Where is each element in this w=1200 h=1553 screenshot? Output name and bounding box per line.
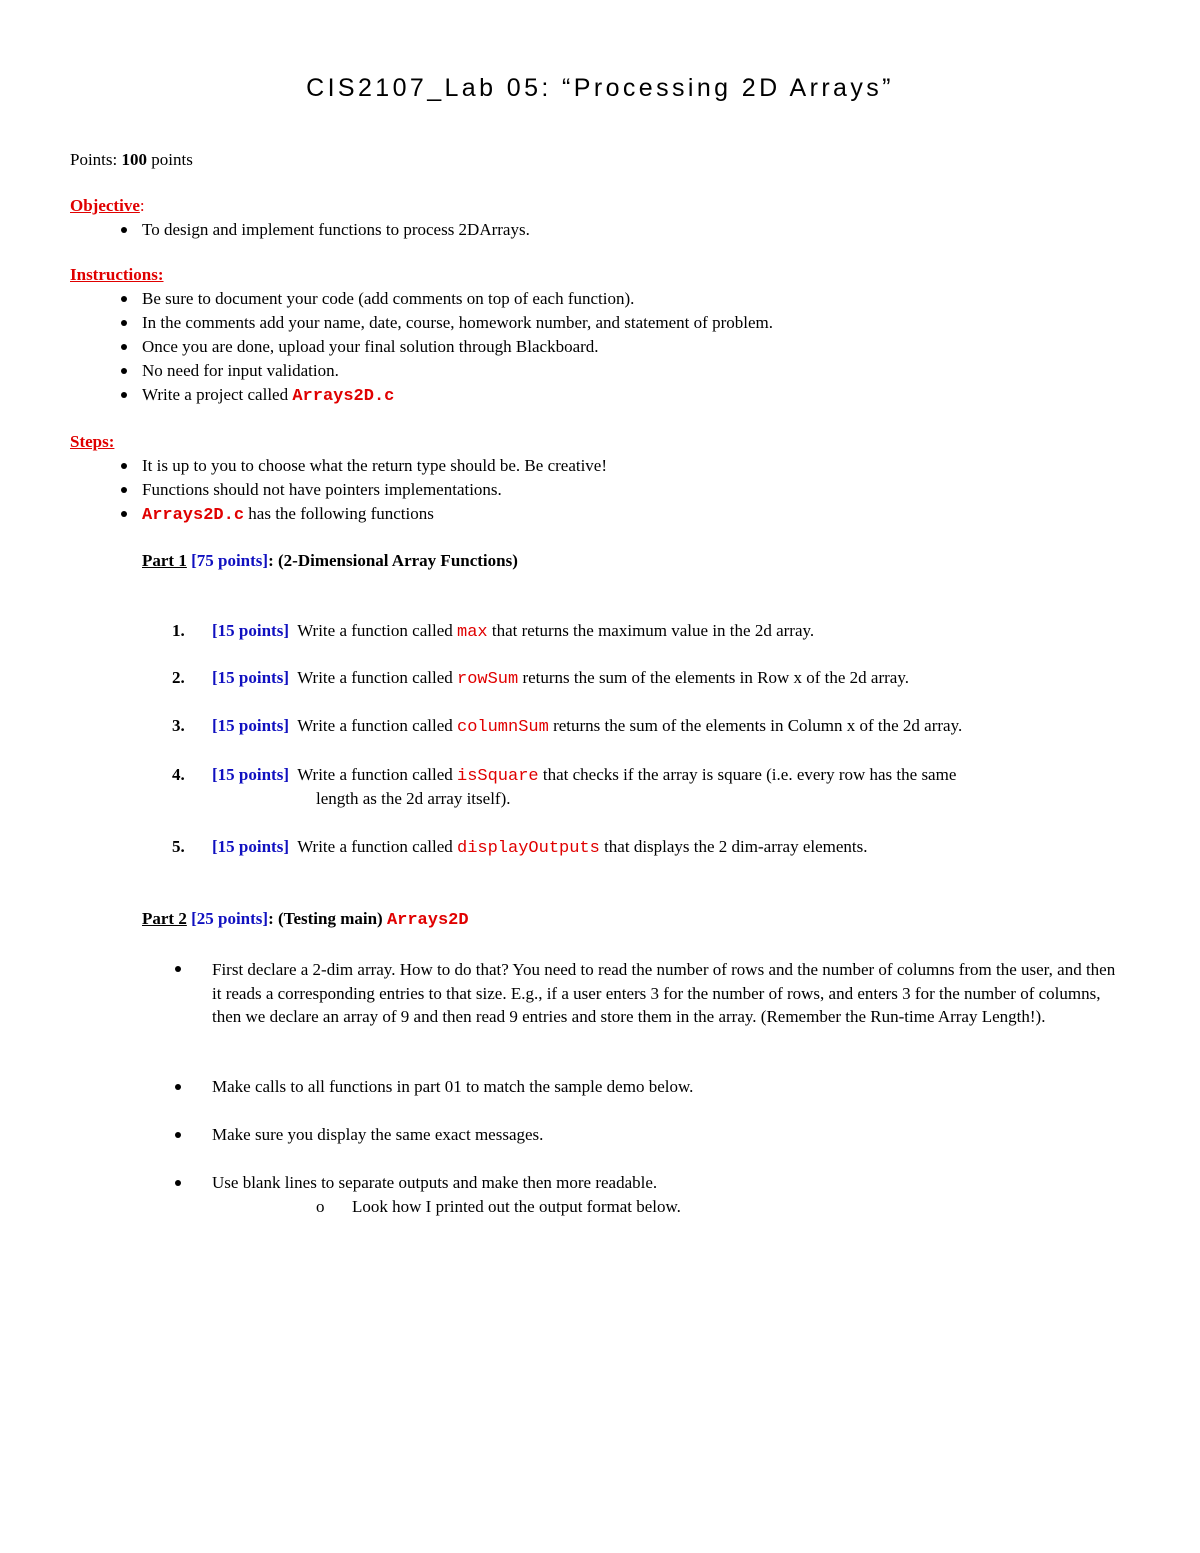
bullet-icon	[172, 1177, 184, 1189]
part2-colon: :	[268, 909, 274, 928]
part2-label: Part 2	[142, 909, 187, 928]
item-points: [15 points]	[212, 837, 289, 856]
instructions-item: No need for input validation.	[142, 361, 339, 380]
part2-sub-item: Look how I printed out the output format below.	[352, 1197, 681, 1216]
bullet-icon	[118, 484, 130, 496]
bullet-icon	[118, 224, 130, 236]
bullet-icon	[172, 1081, 184, 1093]
function-name: rowSum	[457, 670, 519, 689]
item-suffix: that checks if the array is square (i.e. every row has the same	[542, 765, 957, 784]
steps-functions-suffix: has the following functions	[248, 504, 434, 523]
instructions-item-project	[142, 384, 394, 408]
bullet-icon	[172, 963, 184, 975]
item-points: [15 points]	[212, 716, 289, 735]
item-number: 1.	[172, 621, 185, 640]
item-points: [15 points]	[212, 765, 289, 784]
part1-desc: (2-Dimensional Array Functions)	[278, 551, 518, 570]
bullet-icon	[118, 460, 130, 472]
function-name: isSquare	[457, 767, 539, 786]
item-suffix: that returns the maximum value in the 2d array.	[491, 621, 815, 640]
instructions-heading: Instructions:	[70, 265, 164, 284]
item-suffix: returns the sum of the elements in Row x of the 2d array.	[522, 668, 909, 687]
instructions-item: In the comments add your name, date, course, homework number, and statement of problem.	[142, 313, 773, 332]
objective-heading-line	[70, 195, 145, 217]
objective-item: To design and implement functions to process 2DArrays.	[142, 220, 530, 239]
item-number: 5.	[172, 837, 185, 856]
project-filename: Arrays2D.c	[292, 387, 395, 406]
bullet-icon	[172, 1129, 184, 1141]
bullet-icon	[118, 389, 130, 401]
steps-item: It is up to you to choose what the return type should be. Be creative!	[142, 456, 608, 475]
item-number: 4.	[172, 765, 185, 784]
part2-code: Arrays2D	[386, 911, 469, 930]
function-name: max	[457, 623, 488, 642]
part2-item: Make sure you display the same exact messages.	[212, 1125, 544, 1144]
instructions-item: Once you are done, upload your final solution through Blackboard.	[142, 337, 599, 356]
steps-item: Functions should not have pointers implementations.	[142, 480, 502, 499]
objective-colon: :	[139, 196, 145, 215]
function-name: displayOutputs	[457, 839, 600, 858]
steps-item-functions	[142, 503, 434, 527]
points-label: Points:	[70, 150, 118, 169]
item-prefix: Write a function called	[297, 765, 453, 784]
part2-heading	[142, 908, 469, 932]
bullet-icon	[118, 317, 130, 329]
part1-item	[172, 667, 909, 691]
bullet-icon	[118, 293, 130, 305]
item-prefix: Write a function called	[297, 621, 453, 640]
item-prefix: Write a function called	[297, 668, 453, 687]
instructions-project-prefix: Write a project called	[142, 385, 289, 404]
part1-item	[172, 764, 956, 788]
item-suffix: returns the sum of the elements in Column x of the 2d array.	[553, 716, 963, 735]
part1-item	[172, 836, 868, 860]
part1-label: Part 1	[142, 551, 187, 570]
part1-item	[172, 620, 814, 644]
item-points: [15 points]	[212, 668, 289, 687]
points-unit: points	[151, 150, 193, 169]
item-number: 2.	[172, 668, 185, 687]
part2-points: [25 points]	[191, 909, 269, 928]
part2-item: First declare a 2-dim array. How to do that? You need to read the number of rows and the number of columns from the user, and then it reads a corresponding entries to that size. E.g., if a user enters 3 for the number of rows, and enters 3 for the number of columns, then we declare an array of 9 and then read 9 entries and store them in the array. (Remember the Run-time Array Length!).	[212, 960, 1116, 1026]
item-points: [15 points]	[212, 621, 289, 640]
item-suffix: that displays the 2 dim-array elements.	[604, 837, 868, 856]
part2-item: Make calls to all functions in part 01 to match the sample demo below.	[212, 1077, 694, 1096]
points-value: 100	[121, 150, 147, 169]
bullet-icon	[118, 341, 130, 353]
objective-heading: Objective	[70, 196, 140, 215]
instructions-heading-line	[70, 264, 164, 286]
part1-heading	[142, 550, 518, 572]
part1-points: [75 points]	[191, 551, 269, 570]
points-line	[70, 149, 193, 171]
function-name: columnSum	[457, 718, 549, 737]
steps-heading: Steps:	[70, 432, 115, 451]
part1-item-continuation: length as the 2d array itself).	[316, 789, 511, 808]
bullet-icon	[118, 508, 130, 520]
item-prefix: Write a function called	[297, 716, 453, 735]
bullet-icon	[118, 365, 130, 377]
part1-colon: :	[268, 551, 274, 570]
part2-desc: (Testing main)	[278, 909, 383, 928]
instructions-item: Be sure to document your code (add comments on top of each function).	[142, 289, 635, 308]
item-number: 3.	[172, 716, 185, 735]
item-prefix: Write a function called	[297, 837, 453, 856]
steps-filename: Arrays2D.c	[142, 506, 245, 525]
part2-sub-marker: o	[316, 1197, 325, 1216]
part1-item	[172, 715, 962, 739]
part2-item: Use blank lines to separate outputs and make then more readable.	[212, 1173, 658, 1192]
steps-heading-line	[70, 431, 114, 453]
page-title: CIS2107_Lab 05: “Processing 2D Arrays”	[306, 74, 894, 102]
